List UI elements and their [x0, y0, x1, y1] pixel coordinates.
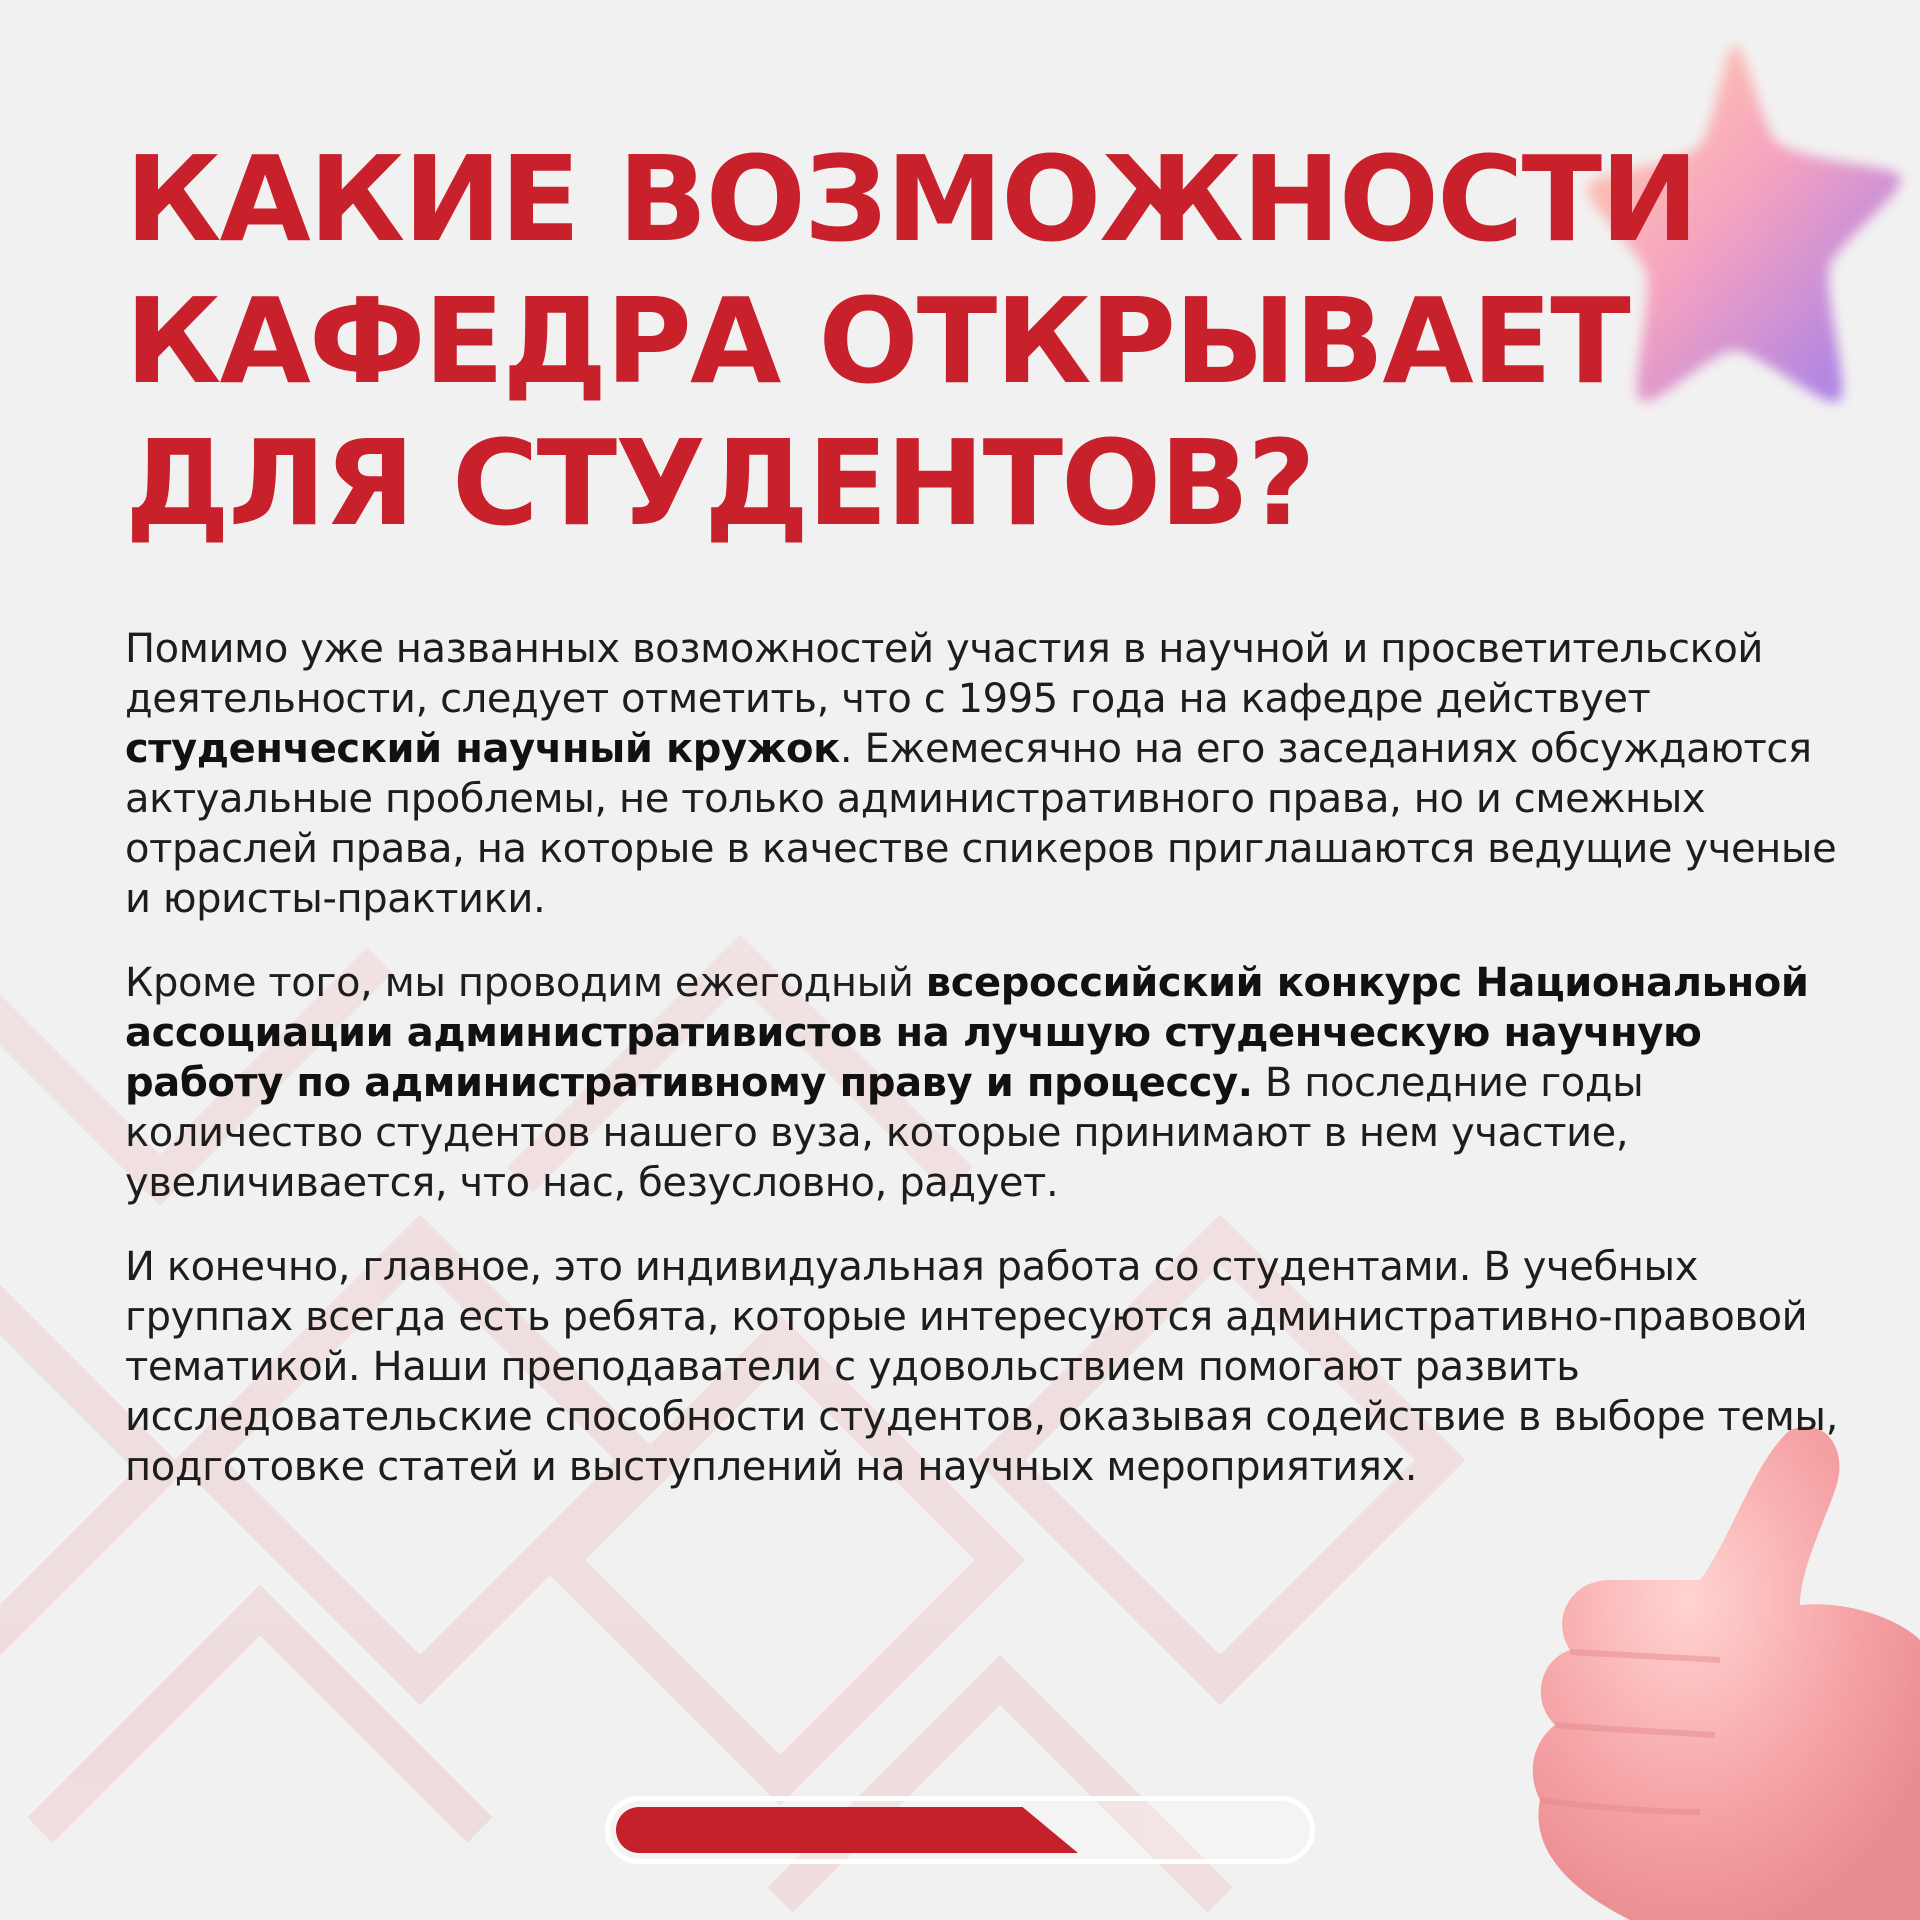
page-title: [125, 128, 1845, 554]
title-line-1: КАКИЕ ВОЗМОЖНОСТИ: [125, 130, 1697, 268]
paragraph-1: [125, 624, 1845, 924]
paragraph-1-text-start: Помимо уже названных возможностей участия в научной и просветительской деятельности, следует отметить, что с 1995 года на кафедре действует: [125, 626, 1763, 722]
title-line-3: ДЛЯ СТУДЕНТОВ?: [125, 414, 1314, 552]
paragraph-1-text-end: . Ежемесячно на его заседаниях обсуждаются актуальные проблемы, не только административного права, но и смежных отраслей права, на которые в качестве спикеров приглашаются ведущие ученые и юристы-практики.: [125, 726, 1837, 922]
progress-bar: [605, 1796, 1315, 1864]
paragraph-2-text-start: Кроме того, мы проводим ежегодный: [125, 960, 926, 1006]
progress-bar-fill: [616, 1807, 1078, 1853]
paragraph-2-text-end: В последние годы количество студентов нашего вуза, которые принимают в нем участие, увеличивается, что нас, безусловно, радует.: [125, 1060, 1644, 1206]
body-text: [125, 624, 1845, 1492]
paragraph-2-highlight: всероссийский конкурс Национальной ассоциации административистов на лучшую студенческую научную работу по административному праву и процессу.: [125, 960, 1809, 1106]
main-content: [125, 128, 1845, 1526]
title-line-2: КАФЕДРА ОТКРЫВАЕТ: [125, 272, 1629, 410]
paragraph-1-highlight: студенческий научный кружок: [125, 726, 840, 772]
paragraph-3: И конечно, главное, это индивидуальная работа со студентами. В учебных группах всегда есть ребята, которые интересуются административно-правовой тематикой. Наши преподаватели с удовольствием помогают развить исследовательские способности студентов, оказывая содействие в выборе темы, подготовке статей и выступлений на научных мероприятиях.: [125, 1244, 1838, 1490]
paragraph-2: [125, 958, 1845, 1208]
